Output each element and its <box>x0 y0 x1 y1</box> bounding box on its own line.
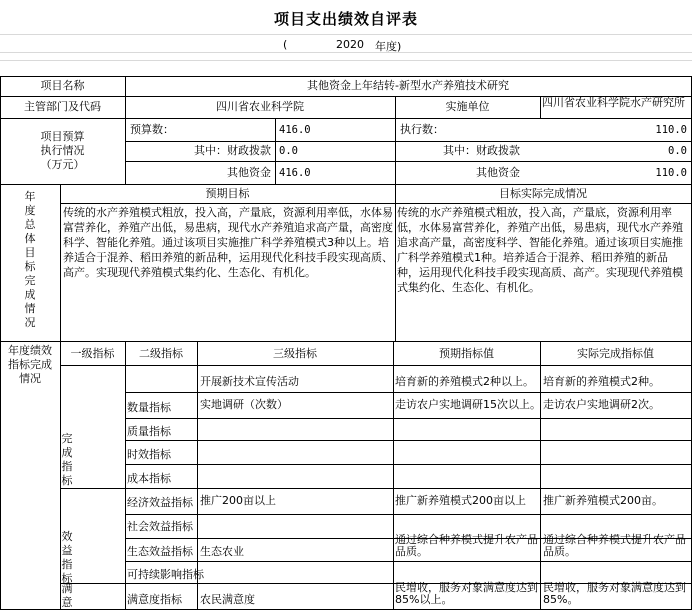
quantity-indicator: 数量指标 <box>127 401 171 414</box>
year-open: ( <box>283 38 288 51</box>
budget-section-label: 项目预算 执行情况 （万元） <box>40 130 85 171</box>
performance-section-label: 年度绩效 指标完成 情况 <box>8 344 52 385</box>
budget-amount-label: 预算数： <box>130 123 174 136</box>
economic-indicator: 经济效益指标 <box>127 496 193 509</box>
year-value: 2020 <box>336 38 364 51</box>
cost-indicator: 成本指标 <box>127 472 171 485</box>
department-label: 主管部门及代码 <box>24 100 101 113</box>
social-indicator: 社会效益指标 <box>127 520 193 533</box>
economic-expected: 推广新养殖模式200亩以上 <box>395 494 526 507</box>
annual-goal-label: 年 度 总 体 目 标 完 成 情 况 <box>24 190 36 329</box>
other-exec-label: 其他资金 <box>476 166 520 179</box>
expected-value-header: 预期指标值 <box>439 347 494 360</box>
page-title: 项目支出绩效自评表 <box>273 10 418 28</box>
other-budget-value: 416.0 <box>279 167 311 179</box>
row1-level3: 开展新技术宣传活动 <box>200 375 299 388</box>
level3-header: 三级指标 <box>273 347 317 360</box>
exec-amount-value: 110.0 <box>655 124 687 136</box>
other-budget-label: 其他资金 <box>227 166 271 179</box>
project-name-label: 项目名称 <box>40 79 85 92</box>
quantity-expected: 走访农户实地调研15次以上。 <box>395 398 541 411</box>
row1-expected: 培育新的养殖模式2种以上。 <box>395 375 534 388</box>
timeliness-indicator: 时效指标 <box>127 448 171 461</box>
expected-goal-header: 预期目标 <box>205 187 250 200</box>
fiscal-budget-label: 其中：财政拨款 <box>194 144 271 157</box>
economic-actual: 推广新养殖模式200亩。 <box>543 494 663 507</box>
level2-header: 二级指标 <box>139 347 183 360</box>
satisfaction-indicator: 满意度指标 <box>127 593 182 606</box>
expected-goal-text: 传统的水产养殖模式粗放，投入高，产量底，资源利用率低，水体易富营养化，养殖产出低，易患病，现代水产养殖追求高产量，高密度科学、智能化养殖。通过该项目实施推广科学养殖模式3种以上。培养适合于混养、稻田养殖的新品种，运用现代化科技手段实现高质、高产。实现现代养殖模式集约化、生态化、有机化。 <box>63 206 393 279</box>
quantity-actual: 走访农户实地调研2次。 <box>543 398 660 411</box>
department-value: 四川省农业科学院 <box>216 100 304 113</box>
satisfaction-indicator-label: 满 意 <box>61 582 73 609</box>
ecological-indicator: 生态效益指标 <box>127 545 193 558</box>
quantity-level3: 实地调研（次数） <box>200 398 288 411</box>
row1-actual: 培育新的养殖模式2种。 <box>543 375 660 388</box>
ecological-level3: 生态农业 <box>200 545 244 558</box>
project-name-value: 其他资金上年结转-新型水产养殖技术研究 <box>307 79 509 92</box>
fiscal-exec-value: 0.0 <box>668 145 687 157</box>
actual-goal-text: 传统的水产养殖模式粗放，投入高，产量底，资源利用率低，水体易富营养化，养殖产出低，易患病，现代水产养殖追求高产量，高密度科学、智能化养殖。通过该项目实施推广科学养殖模式1种。培养适合于混养、稻田养殖的新品种，运用现代化科技手段实现高质、高产。实现现代养殖模式集约化、生态化、有机化。 <box>397 206 683 294</box>
fiscal-exec-label: 其中：财政拨款 <box>443 144 520 157</box>
ecological-actual: 通过综合种养模式提升农产品品质。 <box>543 533 686 558</box>
actual-value-header: 实际完成指标值 <box>577 347 654 360</box>
satisfaction-level3: 农民满意度 <box>200 593 255 606</box>
impl-unit-label: 实施单位 <box>445 100 490 113</box>
fiscal-budget-value: 0.0 <box>279 145 298 157</box>
satisfaction-expected: 民增收，服务对象满意度达到85%以上。 <box>395 581 538 606</box>
year-close: 年度) <box>375 40 402 53</box>
budget-amount-value: 416.0 <box>279 124 311 136</box>
exec-amount-label: 执行数： <box>400 123 444 136</box>
actual-goal-header: 目标实际完成情况 <box>499 187 587 200</box>
completion-indicator-label: 完 成 指 标 <box>61 432 73 487</box>
ecological-expected: 通过综合种养模式提升农产品品质。 <box>395 533 538 558</box>
other-exec-value: 110.0 <box>655 167 687 179</box>
level1-header: 一级指标 <box>70 347 115 360</box>
satisfaction-actual: 民增收，服务对象满意度达到85%。 <box>543 581 686 606</box>
benefit-indicator-label: 效 益 指 标 <box>61 530 73 585</box>
impl-unit-value: 四川省农业科学院水产研究所 <box>542 97 685 109</box>
quality-indicator: 质量指标 <box>127 425 171 438</box>
sustainable-indicator: 可持续影响指标 <box>127 568 204 581</box>
economic-level3: 推广200亩以上 <box>200 494 276 507</box>
